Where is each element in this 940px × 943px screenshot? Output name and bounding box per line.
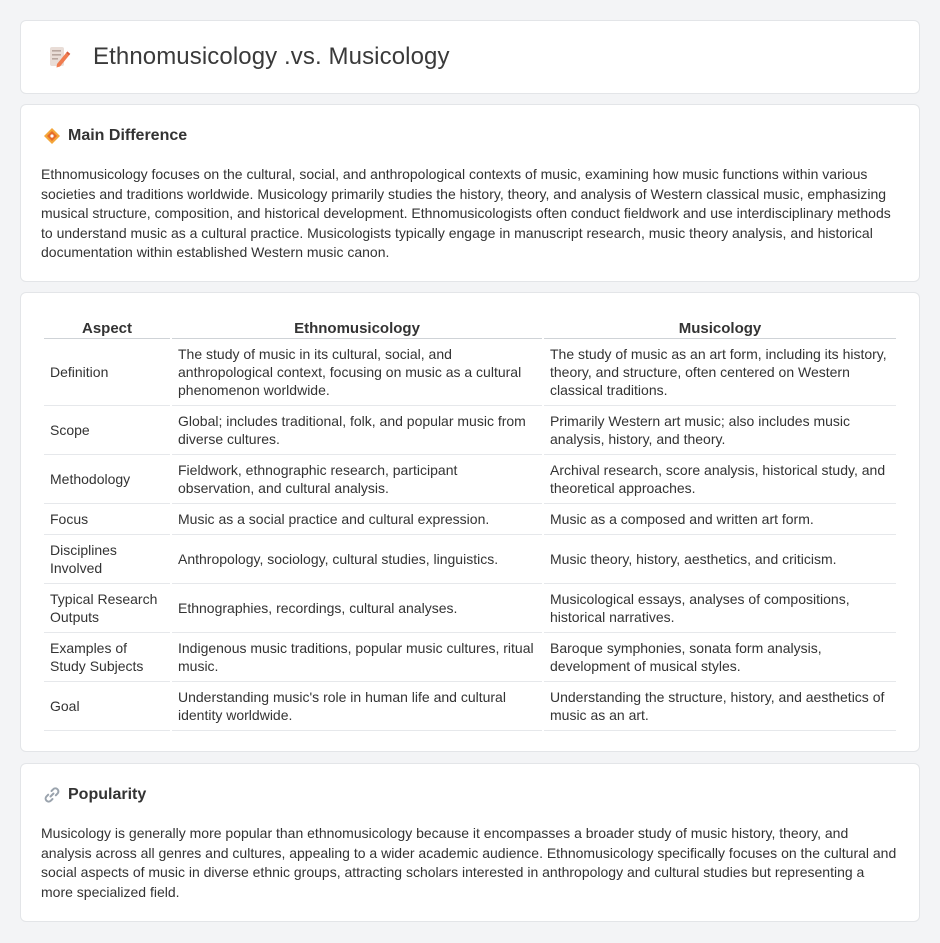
ethnomusicology-cell: Understanding music's role in human life and cultural identity worldwide.	[172, 682, 542, 731]
column-header-musicology: Musicology	[544, 317, 896, 339]
table-row	[44, 504, 896, 535]
ethnomusicology-cell: Fieldwork, ethnographic research, participant observation, and cultural analysis.	[172, 455, 542, 504]
ethnomusicology-cell: The study of music in its cultural, social, and anthropological context, focusing on music as a cultural phenomenon worldwide.	[172, 339, 542, 406]
table-row	[44, 406, 896, 455]
title-card	[20, 20, 920, 94]
aspect-cell: Methodology	[44, 455, 170, 504]
ethnomusicology-cell: Ethnographies, recordings, cultural analyses.	[172, 584, 542, 633]
aspect-cell: Focus	[44, 504, 170, 535]
table-header-row	[44, 317, 896, 339]
main-difference-card	[20, 104, 920, 282]
popularity-title: Popularity	[68, 786, 147, 803]
ethnomusicology-cell: Music as a social practice and cultural expression.	[172, 504, 542, 535]
table-row	[44, 455, 896, 504]
comparison-card	[20, 292, 920, 752]
main-difference-text: Ethnomusicology focuses on the cultural, social, and anthropological contexts of music, examining how music functions within various societies and traditions worldwide. Musicology primarily studies the history, theory, and analysis of Western classical music, emphasizing musical structure, composition, and historical development. Ethnomusicologists often conduct fieldwork and use interdisciplinary methods to understand music as a cultural practice. Musicologists typically engage in manuscript research, music theory analysis, and historical documentation within established Western music canon.	[41, 166, 891, 261]
musicology-cell: The study of music as an art form, including its history, theory, and structure, often centered on Western classical traditions.	[544, 339, 896, 406]
document-pencil-icon	[47, 45, 71, 69]
page-title: Ethnomusicology .vs. Musicology	[93, 43, 450, 70]
table-row	[44, 584, 896, 633]
ethnomusicology-cell: Global; includes traditional, folk, and popular music from diverse cultures.	[172, 406, 542, 455]
popularity-text: Musicology is generally more popular than ethnomusicology because it encompasses a broader study of music history, theory, and analysis across all genres and cultures, appealing to a wider academic audience. Ethnomusicology specifically focuses on the cultural and social aspects of music in diverse ethnic groups, attracting scholars interested in anthropology and cultural studies but representing a more specialized field.	[41, 825, 897, 900]
aspect-cell: Scope	[44, 406, 170, 455]
musicology-cell: Archival research, score analysis, historical study, and theoretical approaches.	[544, 455, 896, 504]
ethnomusicology-cell: Anthropology, sociology, cultural studies, linguistics.	[172, 535, 542, 584]
musicology-cell: Baroque symphonies, sonata form analysis, development of musical styles.	[544, 633, 896, 682]
musicology-cell: Understanding the structure, history, and aesthetics of music as an art.	[544, 682, 896, 731]
aspect-cell: Typical Research Outputs	[44, 584, 170, 633]
aspect-cell: Examples of Study Subjects	[44, 633, 170, 682]
ethnomusicology-cell: Indigenous music traditions, popular music cultures, ritual music.	[172, 633, 542, 682]
musicology-cell: Musicological essays, analyses of compositions, historical narratives.	[544, 584, 896, 633]
column-header-aspect: Aspect	[44, 317, 170, 339]
table-row	[44, 633, 896, 682]
comparison-table	[42, 317, 898, 731]
musicology-cell: Music as a composed and written art form.	[544, 504, 896, 535]
table-row	[44, 339, 896, 406]
table-row	[44, 535, 896, 584]
link-icon	[43, 786, 61, 804]
aspect-cell: Goal	[44, 682, 170, 731]
diamond-icon	[43, 127, 61, 145]
main-difference-title: Main Difference	[68, 127, 188, 144]
musicology-cell: Music theory, history, aesthetics, and criticism.	[544, 535, 896, 584]
popularity-card	[20, 763, 920, 922]
aspect-cell: Definition	[44, 339, 170, 406]
table-row	[44, 682, 896, 731]
aspect-cell: Disciplines Involved	[44, 535, 170, 584]
column-header-ethnomusicology: Ethnomusicology	[172, 317, 542, 339]
musicology-cell: Primarily Western art music; also includes music analysis, history, and theory.	[544, 406, 896, 455]
